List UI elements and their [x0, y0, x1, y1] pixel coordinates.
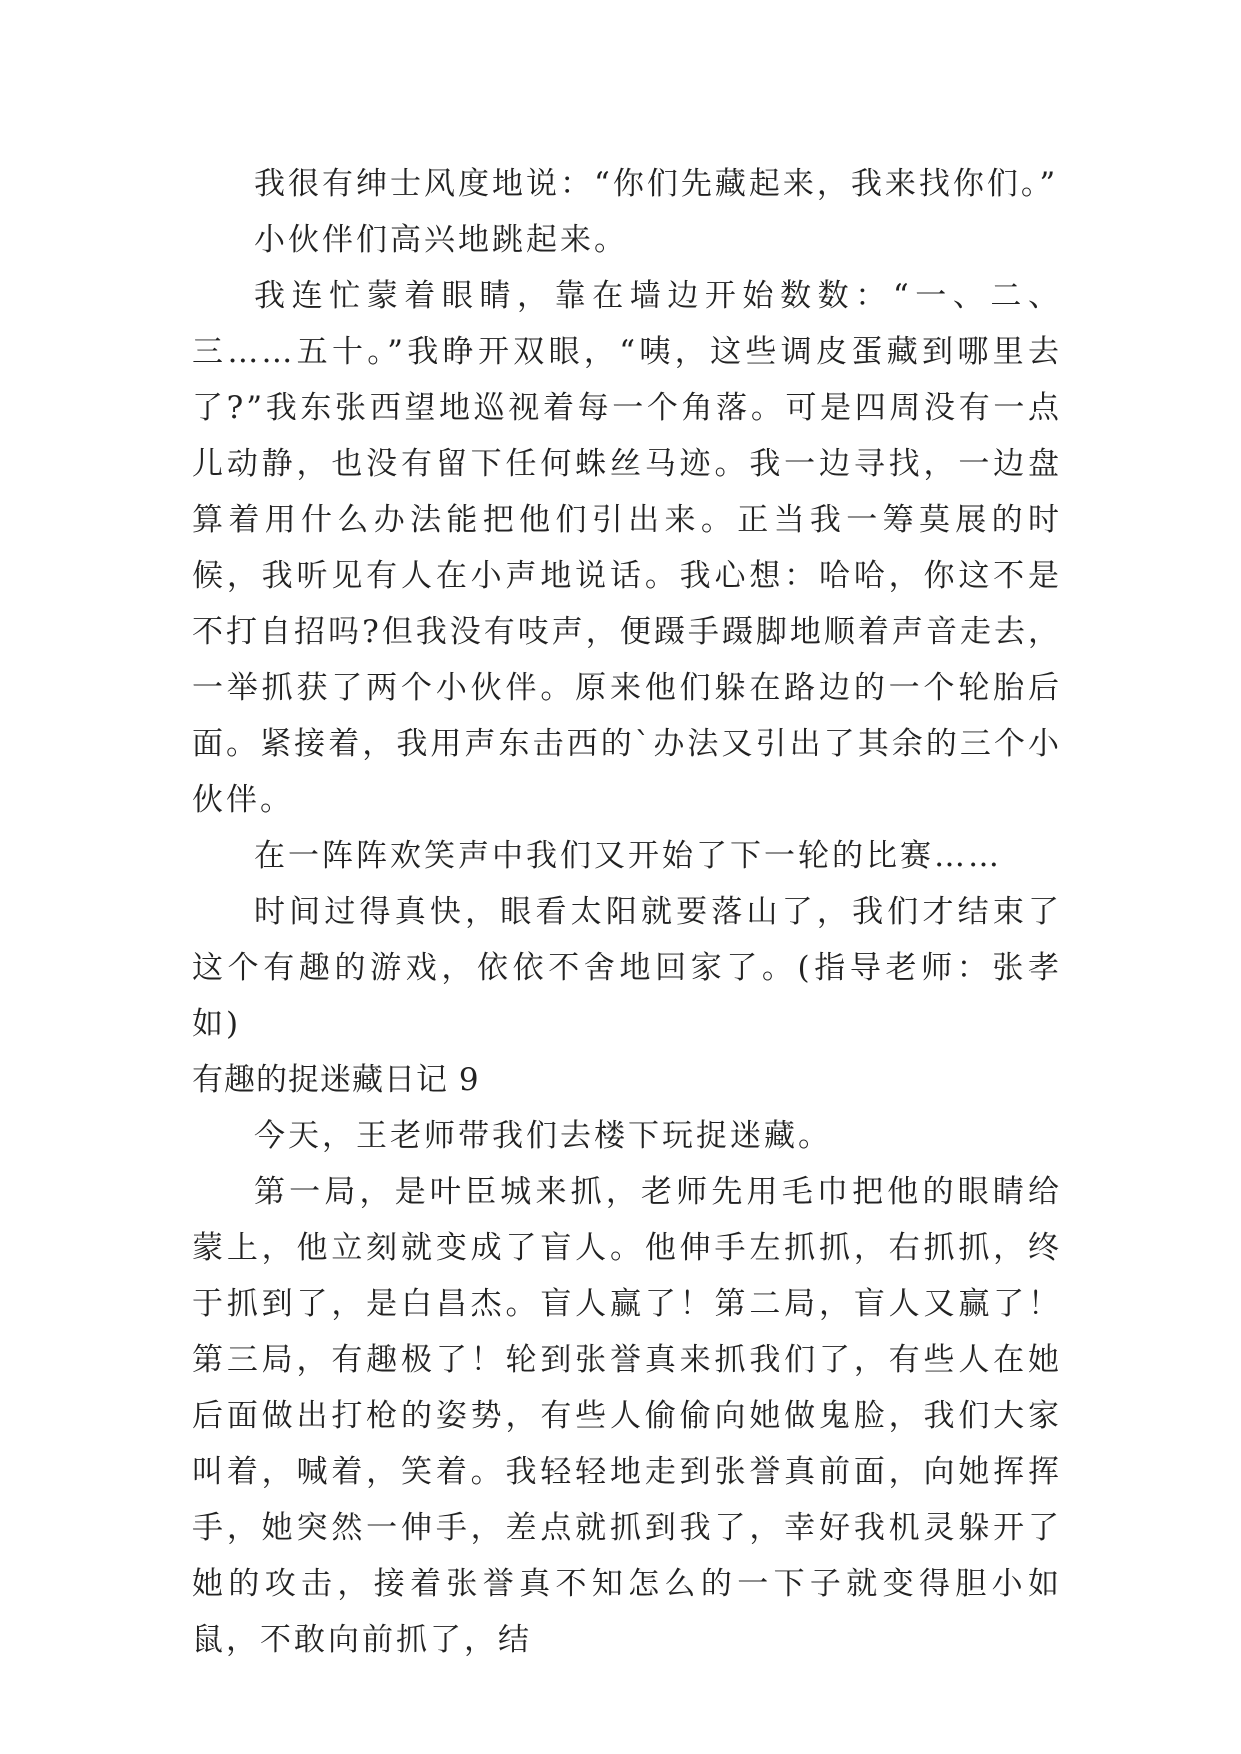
paragraph-ending: 时间过得真快，眼看太阳就要落山了，我们才结束了这个有趣的游戏，依依不舍地回家了。(指导老师：张孝如)	[192, 894, 1062, 1042]
paragraph-rounds: 第一局，是叶臣城来抓，老师先用毛巾把他的眼睛给蒙上，他立刻就变成了盲人。他伸手左抓抓，右抓抓，终于抓到了，是白昌杰。盲人赢了！第二局，盲人又赢了！第三局，有趣极了！轮到张誉真来抓我们了，有些人在她后面做出打枪的姿势，有些人偷偷向她做鬼脸，我们大家叫着，喊着，笑着。我轻轻地走到张誉真前面，向她挥挥手，她突然一伸手，差点就抓到我了，幸好我机灵躲开了她的攻击，接着张誉真不知怎么的一下子就变得胆小如鼠，不敢向前抓了，结	[192, 1174, 1062, 1658]
paragraph-today: 今天，王老师带我们去楼下玩捉迷藏。	[254, 1118, 832, 1154]
paragraph-counting: 我连忙蒙着眼睛，靠在墙边开始数数：“一、二、三……五十。”我睁开双眼，“咦，这些调皮蛋藏到哪里去了?”我东张西望地巡视着每一个角落。可是四周没有一点儿动静，也没有留下任何蛛丝马迹。我一边寻找，一边盘算着用什么办法能把他们引出来。正当我一筹莫展的时候，我听见有人在小声地说话。我心想：哈哈，你这不是不打自招吗?但我没有吱声，便蹑手蹑脚地顺着声音走去，一举抓获了两个小伙伴。原来他们躲在路边的一个轮胎后面。紧接着，我用声东击西的`办法又引出了其余的三个小伙伴。	[192, 278, 1062, 818]
document-body	[192, 156, 1062, 1668]
paragraph-gentleman: 我很有绅士风度地说：“你们先藏起来，我来找你们。”	[254, 166, 1059, 202]
section-heading: 有趣的捉迷藏日记 9	[192, 1062, 480, 1098]
paragraph-jump: 小伙伴们高兴地跳起来。	[254, 222, 628, 258]
paragraph-next-round: 在一阵阵欢笑声中我们又开始了下一轮的比赛……	[254, 838, 1002, 874]
